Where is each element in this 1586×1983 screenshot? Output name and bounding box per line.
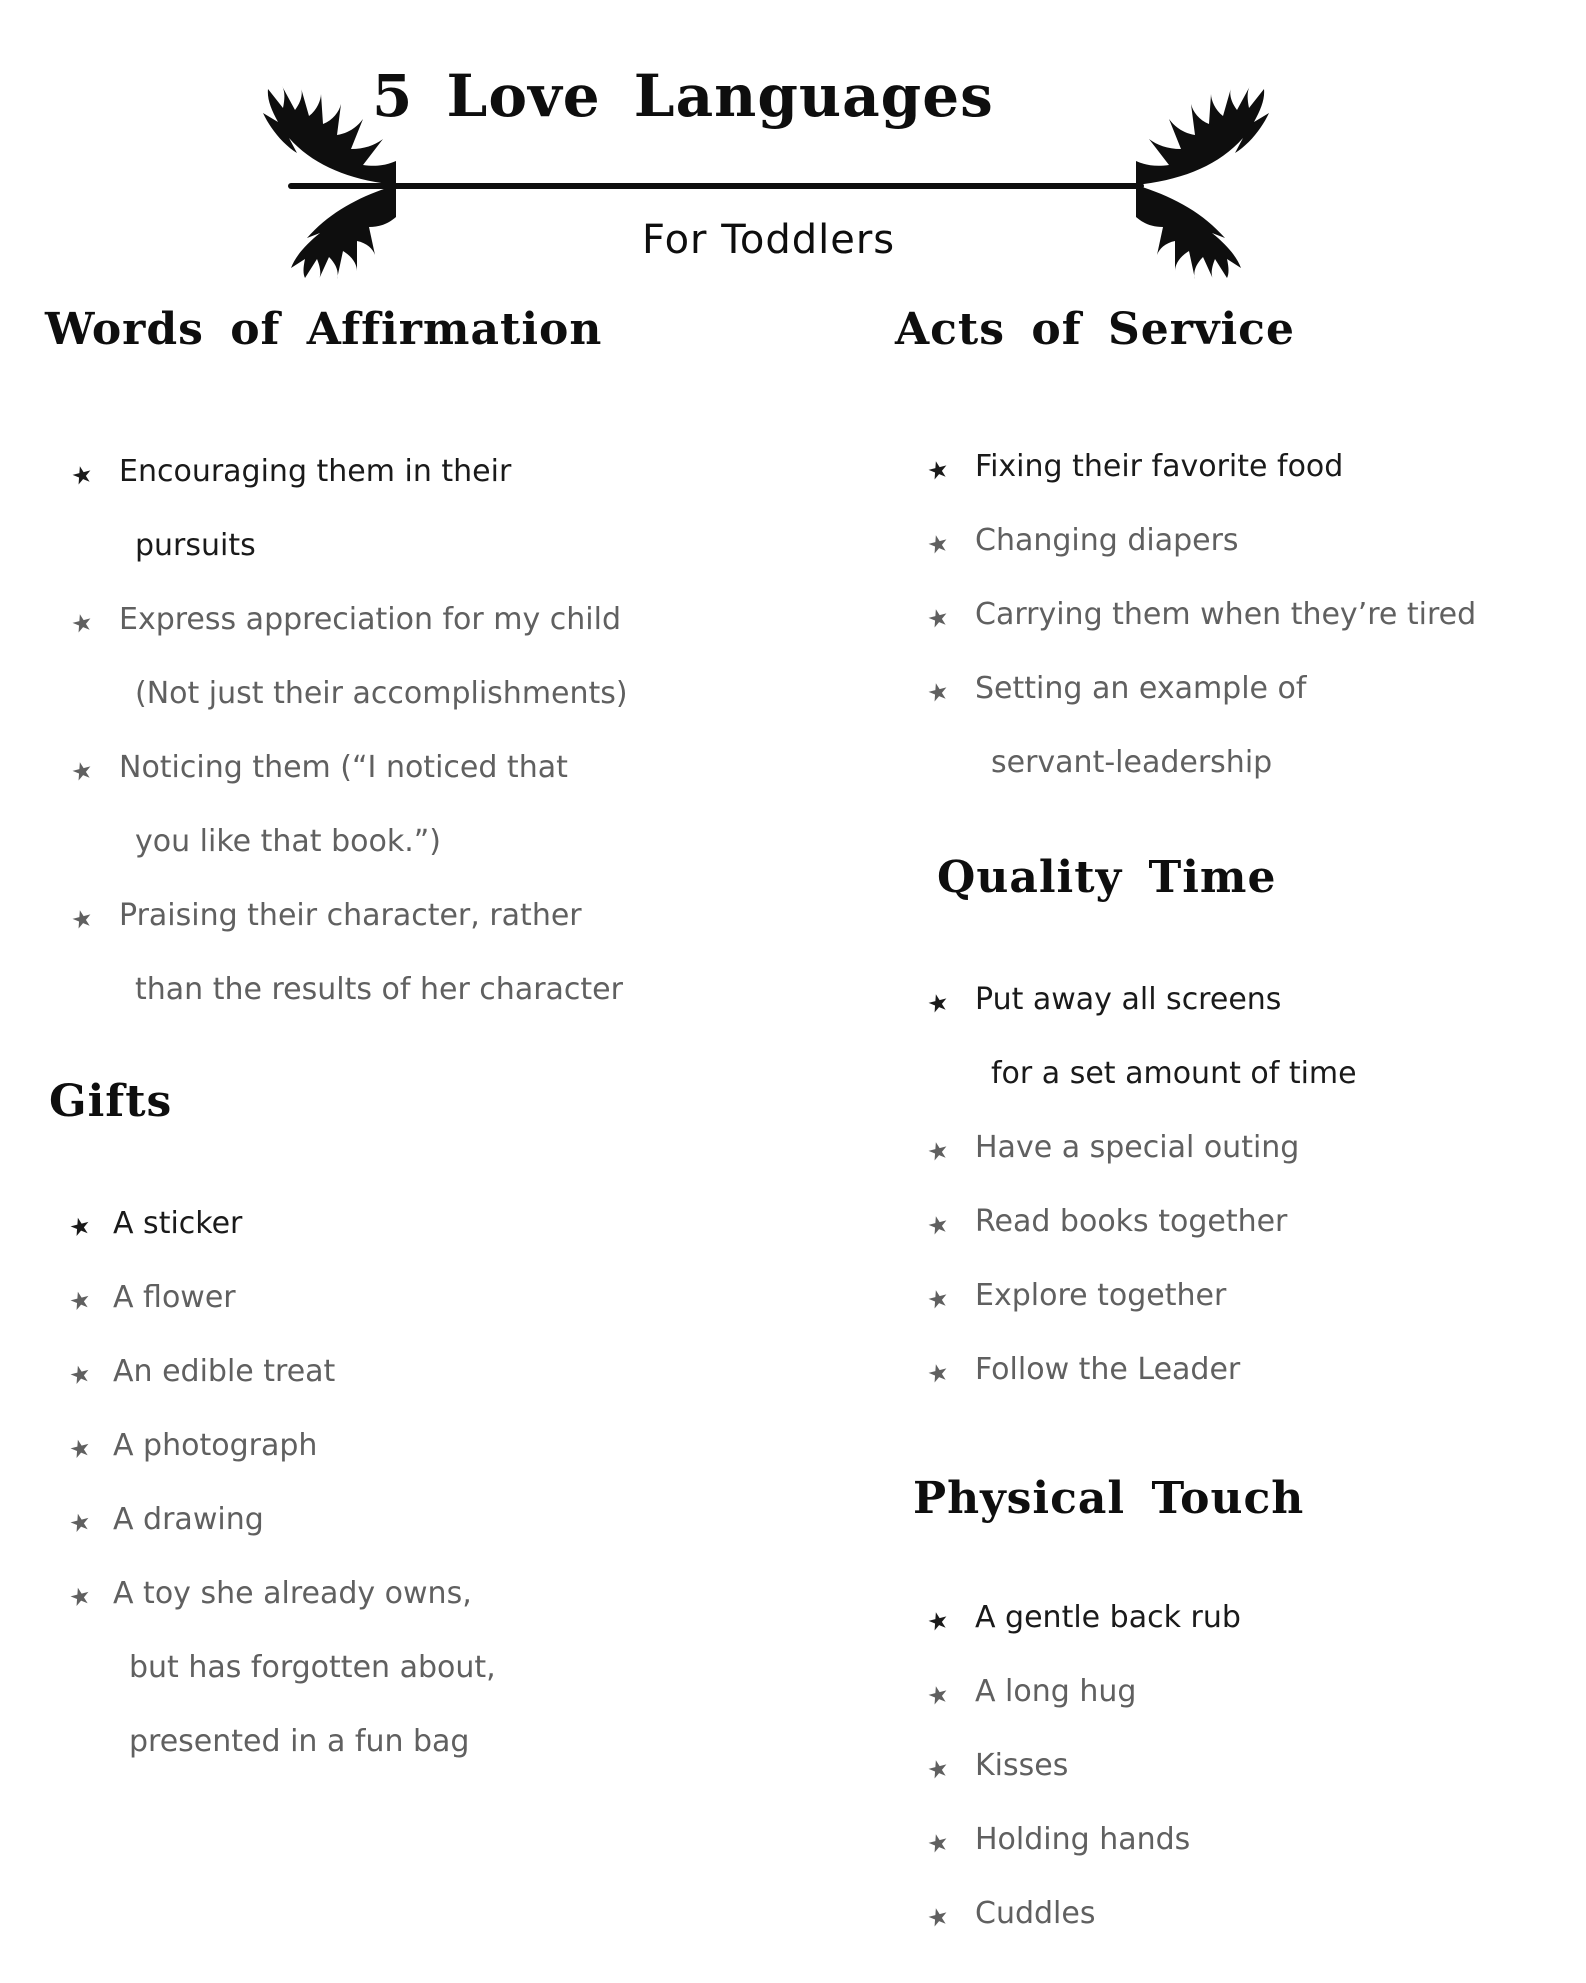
star-bullet-icon: ★ (66, 1432, 94, 1465)
star-bullet-icon: ★ (924, 602, 952, 635)
right-column (895, 300, 1575, 1951)
item-text: A sticker (113, 1206, 243, 1241)
item-text: A toy she already owns, but has forgotten about, presented in a fun bag (113, 1576, 496, 1759)
item-text: A photograph (113, 1428, 318, 1463)
star-bullet-icon: ★ (924, 1901, 952, 1934)
item-text: A flower (113, 1280, 236, 1315)
list-item (66, 1557, 713, 1779)
list-item (66, 1261, 713, 1335)
star-bullet-icon: ★ (66, 1358, 94, 1391)
words-of-affirmation-list (45, 435, 713, 1027)
star-bullet-icon: ★ (924, 676, 952, 709)
list-item (66, 1335, 713, 1409)
section-heading-quality-time: Quality Time (937, 852, 1277, 903)
list-item (924, 652, 1575, 800)
list-item (924, 1729, 1575, 1803)
item-text: A gentle back rub (975, 1600, 1241, 1635)
item-text: Encouraging them in their pursuits (119, 454, 512, 563)
item-text: Kisses (975, 1748, 1069, 1783)
item-text: Praising their character, rather than the results of her character (119, 898, 623, 1007)
star-bullet-icon: ★ (66, 1506, 94, 1539)
item-text: Carrying them when they’re tired (975, 597, 1477, 632)
item-text: Setting an example of servant-leadership (975, 671, 1307, 780)
list-item (924, 1655, 1575, 1729)
leaf-ornament-right (1136, 86, 1288, 282)
list-item (924, 504, 1575, 578)
star-bullet-icon: ★ (68, 607, 96, 640)
star-bullet-icon: ★ (68, 755, 96, 788)
page-title: 5 Love Languages (372, 62, 994, 130)
section-heading-gifts: Gifts (49, 1076, 173, 1127)
item-text: Read books together (975, 1204, 1288, 1239)
star-bullet-icon: ★ (924, 528, 952, 561)
star-bullet-icon: ★ (924, 987, 952, 1020)
star-bullet-icon: ★ (924, 1357, 952, 1390)
list-item (924, 1877, 1575, 1951)
list-item (66, 1409, 713, 1483)
item-text: A long hug (975, 1674, 1137, 1709)
list-item (924, 1803, 1575, 1877)
star-bullet-icon: ★ (924, 1209, 952, 1242)
list-item (66, 1187, 713, 1261)
page-subtitle: For Toddlers (642, 217, 896, 263)
item-text: Holding hands (975, 1822, 1191, 1857)
acts-of-service-list (895, 430, 1575, 800)
star-bullet-icon: ★ (924, 1605, 952, 1638)
list-item (68, 731, 713, 879)
list-item (924, 430, 1575, 504)
list-item (66, 1483, 713, 1557)
list-item (924, 578, 1575, 652)
item-text: Have a special outing (975, 1130, 1300, 1165)
star-bullet-icon: ★ (68, 459, 96, 492)
item-text: Express appreciation for my child (Not just their accomplishments) (119, 602, 628, 711)
item-text: An edible treat (113, 1354, 336, 1389)
star-bullet-icon: ★ (924, 1679, 952, 1712)
item-text: Changing diapers (975, 523, 1239, 558)
list-item (68, 435, 713, 583)
list-item (924, 1581, 1575, 1655)
item-text: Explore together (975, 1278, 1227, 1313)
item-text: Noticing them (“I noticed that you like that book.”) (119, 750, 568, 859)
list-item (924, 1333, 1575, 1407)
list-item (924, 963, 1575, 1111)
list-item (68, 583, 713, 731)
section-heading-physical-touch: Physical Touch (913, 1473, 1305, 1524)
section-heading-words-of-affirmation: Words of Affirmation (45, 304, 603, 355)
title-divider (288, 183, 1144, 189)
section-heading-acts-of-service: Acts of Service (895, 304, 1295, 355)
item-text: Follow the Leader (975, 1352, 1241, 1387)
masthead (0, 0, 1586, 300)
item-text: Put away all screens for a set amount of time (975, 982, 1357, 1091)
gifts-list (45, 1187, 713, 1779)
star-bullet-icon: ★ (66, 1284, 94, 1317)
item-text: Fixing their favorite food (975, 449, 1344, 484)
star-bullet-icon: ★ (924, 1827, 952, 1860)
list-item (924, 1111, 1575, 1185)
star-bullet-icon: ★ (924, 454, 952, 487)
star-bullet-icon: ★ (66, 1580, 94, 1613)
list-item (924, 1259, 1575, 1333)
physical-touch-list (895, 1581, 1575, 1951)
item-text: A drawing (113, 1502, 264, 1537)
star-bullet-icon: ★ (924, 1753, 952, 1786)
star-bullet-icon: ★ (66, 1210, 94, 1243)
star-bullet-icon: ★ (924, 1283, 952, 1316)
list-item (68, 879, 713, 1027)
item-text: Cuddles (975, 1896, 1096, 1931)
quality-time-list (895, 963, 1575, 1407)
list-item (924, 1185, 1575, 1259)
star-bullet-icon: ★ (924, 1135, 952, 1168)
left-column (45, 300, 713, 1779)
star-bullet-icon: ★ (68, 903, 96, 936)
